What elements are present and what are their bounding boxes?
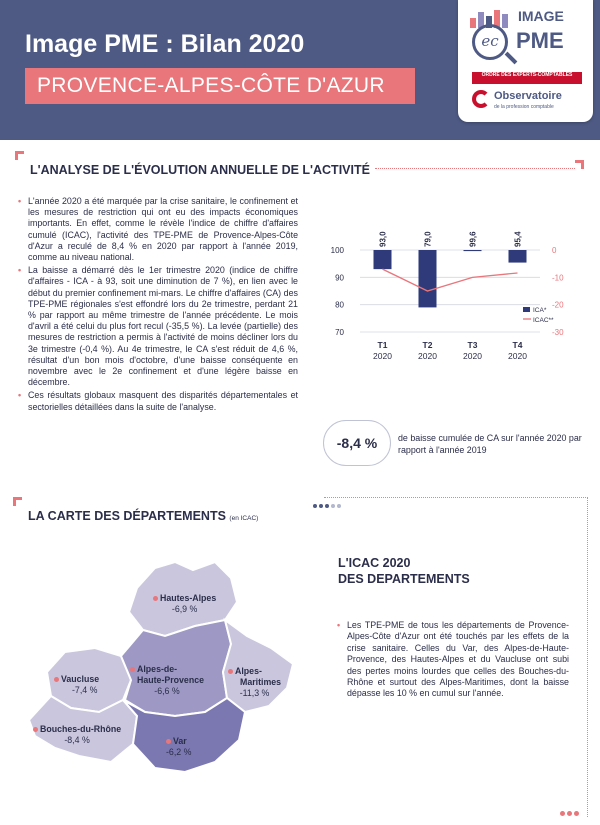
- divider: [375, 168, 575, 169]
- logo-pme-text: PME: [516, 28, 564, 53]
- corner-decoration: [13, 497, 22, 506]
- box-title-line: DES DEPARTEMENTS: [338, 572, 470, 586]
- quarterly-chart: [320, 220, 590, 380]
- highlight-value: -8,4 %: [323, 420, 391, 466]
- category-label: 2020: [418, 351, 437, 361]
- logo-image-text: IMAGE: [518, 8, 564, 24]
- map-heading-text: LA CARTE DES DÉPARTEMENTS: [28, 509, 226, 523]
- marker-dot: [130, 667, 135, 672]
- region-banner: PROVENCE-ALPES-CÔTE D'AZUR: [25, 68, 415, 104]
- label-alpes-maritimes: Alpes- Maritimes -11,3 %: [228, 666, 281, 699]
- bar-value-label: 99,6: [468, 231, 478, 247]
- marker-dot: [228, 669, 233, 674]
- legend-swatch-ica: [523, 307, 530, 312]
- right-tick-label: 0: [552, 246, 557, 255]
- marker-dot: [33, 727, 38, 732]
- bar: [509, 250, 527, 263]
- label-alpes-haute-provence: Alpes-de- Haute-Provence -6,6 %: [130, 664, 204, 697]
- category-label: T3: [467, 340, 478, 350]
- box-text: • Les TPE-PME de tous les départements de Provence-Alpes-Côte d'Azur ont été touchés par les effets de la crise sanitaire. Celles du Var, des Alpes-de-Haute-Provence, des Hautes-Alpes et du Vaucluse ont subi des pertes moins lourdes que celles des Bouches-du-Rhône et surtout des Alpes-Maritimes, dont la baisse dépasse les 10 % en cumul sur l'année.: [337, 620, 569, 700]
- observatoire-subtitle: de la profession comptable: [494, 104, 554, 110]
- bar: [464, 250, 482, 251]
- marker-dot: [166, 739, 171, 744]
- marker-dot: [153, 596, 158, 601]
- box-title: [338, 555, 470, 587]
- icac-line: [383, 269, 518, 291]
- bar: [374, 250, 392, 269]
- section-heading-map: [28, 509, 258, 523]
- legend-label-icac: ICAC**: [533, 317, 554, 324]
- left-tick-label: 80: [335, 300, 344, 310]
- map-heading-note: (en ICAC): [229, 515, 259, 522]
- left-tick-label: 90: [335, 273, 344, 283]
- bar-value-label: 95,4: [513, 231, 523, 247]
- observatoire-icon: [472, 90, 490, 108]
- category-label: T4: [512, 340, 523, 350]
- ordre-logo: ORDRE DES EXPERTS-COMPTABLES: [472, 72, 582, 84]
- analysis-text: [18, 196, 298, 413]
- category-label: 2020: [463, 351, 482, 361]
- paragraph: • Ces résultats globaux masquent des disparités départementales et sectorielles détaillées dans la suite de l'analyse.: [18, 390, 298, 412]
- category-label: 2020: [373, 351, 392, 361]
- section-heading-analysis: L'ANALYSE DE L'ÉVOLUTION ANNUELLE DE L'ACTIVITÉ: [30, 163, 370, 177]
- page-header: [0, 0, 600, 140]
- bar: [419, 250, 437, 307]
- label-vaucluse: Vaucluse -7,4 %: [54, 674, 99, 696]
- right-tick-label: -10: [552, 273, 564, 283]
- paragraph: • L'année 2020 a été marquée par la crise sanitaire, le confinement et les mesures de restriction qui ont eu des impacts économiques importants. En effet, comme le révèle l'indice de chiffre d'affaires cumulé (ICAC), l'activité des TPE-PME de Provence-Alpes-Côte d'Azur a reculé de 8,4 % en 2020 par rapport à l'année 2019, comme au niveau national.: [18, 196, 298, 263]
- right-tick-label: -30: [552, 328, 564, 337]
- corner-decoration: [575, 160, 584, 169]
- category-label: 2020: [508, 351, 527, 361]
- box-title-line: L'ICAC 2020: [338, 556, 411, 570]
- highlight-note: de baisse cumulée de CA sur l'année 2020 par rapport à l'année 2019: [398, 433, 582, 455]
- category-label: T2: [422, 340, 433, 350]
- label-hautes-alpes: Hautes-Alpes -6,9 %: [153, 593, 216, 615]
- marker-dot: [54, 677, 59, 682]
- left-tick-label: 100: [330, 246, 344, 255]
- observatoire-logo: Observatoire: [494, 90, 562, 102]
- footer-decoration: [560, 803, 581, 821]
- label-bouches-du-rhone: Bouches-du-Rhône -8,4 %: [33, 724, 121, 746]
- bar-value-label: 93,0: [378, 231, 388, 247]
- corner-decoration: [15, 151, 24, 160]
- legend-label-ica: ICA*: [533, 307, 547, 314]
- magnifier-icon: ec: [472, 24, 508, 60]
- image-pme-logo: [458, 0, 593, 122]
- category-label: T1: [377, 340, 388, 350]
- page-title: Image PME : Bilan 2020: [25, 30, 305, 58]
- right-tick-label: -20: [552, 300, 564, 310]
- bar-value-label: 79,0: [423, 231, 433, 247]
- paragraph: • La baisse a démarré dès le 1er trimestre 2020 (indice de chiffre d'affaires - ICA - à 93, soit une diminution de 7 %), en lien avec le début du premier confinement mi-mars. Le chiffre d'affaires (CA) des TPE-PME régionales s'est effondré lors du 2e trimestre, perdant 21 % par rapport au même trimestre de l'année précédente. Le mois d'avril a été celui du plus fort recul (-35,5 %). La levée (partielle) des mesures de restriction a permis à l'activité de moins décliner lors du 3e trimestre (-0,4 %). Au 4e trimestre, le CA s'est réduit de 4,6 %, résultat d'un bon mois d'octobre, d'une baisse conséquente en novembre avec le 2e confinement et d'une légère baisse en décembre.: [18, 265, 298, 388]
- label-var: Var -6,2 %: [166, 736, 192, 757]
- left-tick-label: 70: [335, 328, 344, 337]
